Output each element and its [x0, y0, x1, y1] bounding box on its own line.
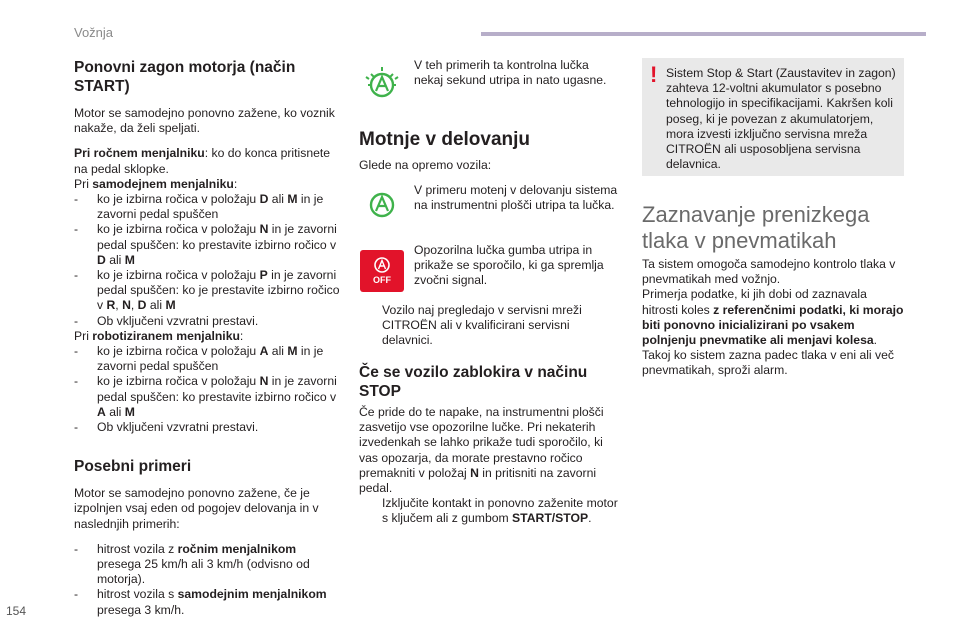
header-bar [481, 32, 926, 36]
auto-item: - Ob vključeni vzvratni prestavi. [74, 313, 259, 328]
restart-intro: Motor se samodejno ponovno zažene, ko voznik nakaže, da želi speljati. [74, 106, 335, 136]
stall-text: Če pride do te napake, na instrumentni plošči zasvetijo vse opozorilne lučke. Pri nekaterih izvedenkah se lahko prikaže tudi sporočilo, ki vas opozarja, da morate prestavno ročico premakniti v položaj N in pritisniti na zavorni pedal. Izključite kontakt in ponovno zaženite motor s ključem ali z gumbom START/STOP. [359, 405, 618, 526]
auto-start-lamp-blinking [359, 60, 405, 106]
robot-item: - Ob vključeni vzvratni prestavi. [74, 420, 259, 435]
eco-a-icon [362, 185, 402, 225]
stall-title: Če se vozilo zablokira v načinu STOP [359, 364, 588, 400]
warning-icon: ! [650, 62, 658, 87]
robot-item: - ko je izbirna ročica v položaju A ali M in je zavorni pedal spuščen [74, 344, 324, 374]
section-title: Vožnja [74, 25, 114, 40]
special-item: - hitrost vozila s samodejnim menjalnikom presega 3 km/h. [74, 587, 327, 617]
restart-title: Ponovni zagon motorja (način START) [74, 59, 296, 95]
auto-item: - ko je izbirna ročica v položaju D ali M in je zavorni pedal spuščen [74, 192, 324, 222]
lamp-blink-text: V teh primerih ta kontrolna lučka nekaj sekund utripa in nato ugasne. [414, 58, 607, 88]
auto-item: - ko je izbirna ročica v položaju N in je zavorni pedal spuščen: ko prestavite izbirno ročico v D ali M [74, 222, 337, 267]
auto-fault-lamp [359, 182, 405, 228]
manual-paragraph: Pri ročnem menjalniku: ko do konca pritisnete na pedal sklopke. [74, 146, 331, 176]
robot-heading: Pri robotiziranem menjalniku: [74, 328, 244, 343]
warning-text: Sistem Stop & Start (Zaustavitev in zagon) zahteva 12-voltni akumulator s posebno tehnologijo in specifikacijami. Kakršen koli poseg, ki je povezan z akumulatorjem, mora izvesti izključno servisna mreža CITROËN ali usposobljena servisna delavnica. [666, 66, 896, 172]
tyre-text: Ta sistem omogoča samodejno kontrolo tlaka v pnevmatikah med vožnjo. Primerja podatke, ki jih dobi od zaznavala hitrosti koles z referenčnimi podatki, ki morajo biti ponovno inicializirani po vsakem polnjenju pnevmatike ali menjavi kolesa. Takoj ko sistem zazna padec tlaka v eni ali več pnevmatikah, sproži alarm. [642, 257, 904, 378]
service-note: Vozilo naj pregledajo v servisni mreži CITROËN ali v kvalificirani servisni delavnici. [382, 303, 582, 348]
robot-item: - ko je izbirna ročica v položaju N in je zavorni pedal spuščen: ko prestavite izbirno ročico v A ali M [74, 374, 337, 419]
tyre-title: Zaznavanje prenizkega tlaka v pnevmatikah [642, 202, 870, 253]
fault-lamp-text: V primeru motenj v delovanju sistema na instrumentni plošči utripa ta lučka. [414, 183, 618, 213]
button-lamp-text: Opozorilna lučka gumba utripa in prikaže se sporočilo, ki ga spremlja zvočni signal. [414, 243, 604, 288]
auto-item: - ko je izbirna ročica v položaju P in je zavorni pedal spuščen: ko je prestavite izbirno ročico v R, N, D ali M [74, 268, 340, 313]
column-left [74, 58, 342, 618]
start-stop-button-lamp [360, 250, 404, 292]
auto-heading: Pri samodejnem menjalniku: [74, 176, 238, 191]
special-title: Posebni primeri [74, 458, 192, 476]
fault-title: Motnje v delovanju [359, 129, 531, 150]
page-number: 154 [6, 604, 27, 618]
eco-a-dashed-icon [360, 63, 404, 103]
fault-intro: Glede na opremo vozila: [359, 158, 492, 172]
off-label: OFF [373, 275, 391, 285]
special-intro: Motor se samodejno ponovno zažene, če je izpolnjen vsaj eden od pogojev delovanja in v naslednjih primerih: [74, 486, 319, 531]
special-item: - hitrost vozila z ročnim menjalnikom presega 25 km/h ali 3 km/h (odvisno od motorja). [74, 541, 310, 587]
a-off-icon [360, 250, 404, 292]
